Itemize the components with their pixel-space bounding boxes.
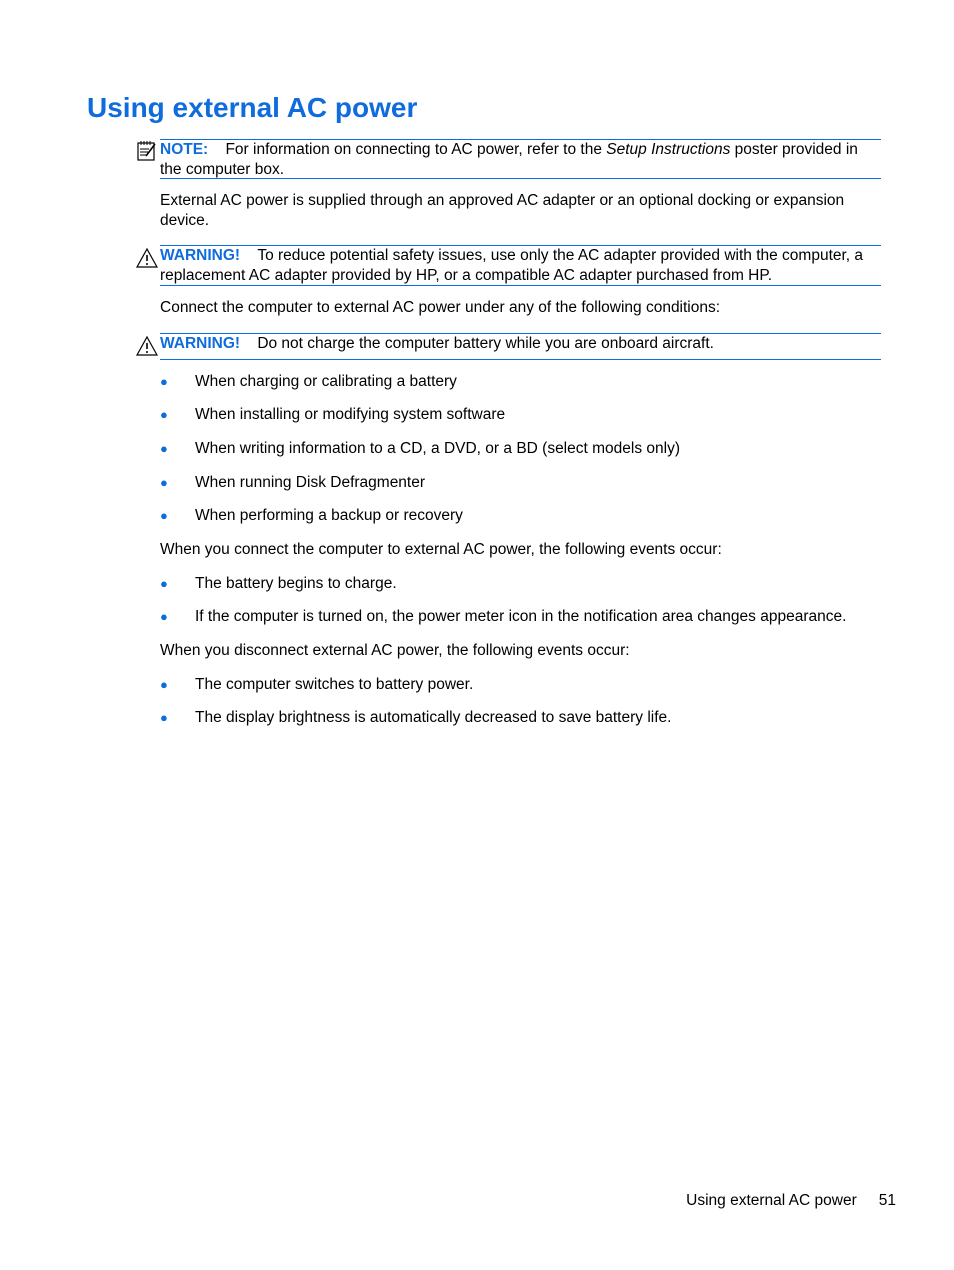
warning-2-text — [160, 334, 881, 354]
connect-intro: When you connect the computer to external AC power, the following events occur: — [160, 541, 722, 558]
bullet-dot-icon: ● — [160, 441, 168, 456]
warning-1-text — [160, 246, 881, 286]
list-item-text: The battery begins to charge. — [195, 575, 397, 592]
list-item-text: When performing a backup or recovery — [195, 507, 463, 524]
bullet-dot-icon: ● — [160, 374, 168, 389]
bullet-dot-icon: ● — [160, 475, 168, 490]
list-item-text: The computer switches to battery power. — [195, 676, 474, 693]
list-item-text: When running Disk Defragmenter — [195, 474, 426, 491]
disconnect-intro: When you disconnect external AC power, the following events occur: — [160, 642, 630, 659]
intro-paragraph: External AC power is supplied through an approved AC adapter or an optional docking or expansion device. — [160, 192, 845, 229]
warning-1-label: WARNING! — [160, 247, 241, 264]
note-pad-icon — [136, 140, 158, 162]
note-text-italic: Setup Instructions — [606, 141, 731, 158]
warning-triangle-icon — [136, 247, 158, 269]
footer-section-title: Using external AC power — [686, 1192, 857, 1209]
bullet-dot-icon: ● — [160, 576, 168, 591]
bullet-dot-icon: ● — [160, 710, 168, 725]
warning-1-body: To reduce potential safety issues, use only the AC adapter provided with the computer, a replacement AC adapter provided by HP, or a compatible AC adapter purchased from HP. — [160, 247, 864, 284]
list-item-text: The display brightness is automatically decreased to save battery life. — [195, 709, 672, 726]
warning-triangle-icon — [136, 335, 158, 357]
warning-callout-1 — [160, 245, 881, 286]
list-item-text: When installing or modifying system software — [195, 406, 506, 423]
note-label: NOTE: — [160, 141, 209, 158]
bullet-dot-icon: ● — [160, 508, 168, 523]
list-item-text: When writing information to a CD, a DVD, or a BD (select models only) — [195, 440, 680, 457]
note-text-before: For information on connecting to AC power, refer to the — [225, 141, 607, 158]
page-number: 51 — [878, 1192, 896, 1209]
conditions-intro: Connect the computer to external AC power under any of the following conditions: — [160, 299, 721, 316]
bullet-dot-icon: ● — [160, 677, 168, 692]
warning-2-label: WARNING! — [160, 335, 241, 352]
warning-callout-2 — [160, 333, 881, 360]
bullet-dot-icon: ● — [160, 407, 168, 422]
warning-2-body: Do not charge the computer battery while you are onboard aircraft. — [257, 335, 714, 352]
note-text-after: poster provided in the computer box. — [160, 141, 858, 178]
note-callout — [160, 139, 881, 179]
list-item-text: When charging or calibrating a battery — [195, 373, 457, 390]
page-title: Using external AC power — [87, 92, 418, 123]
page-footer — [686, 1191, 896, 1211]
bullet-dot-icon: ● — [160, 609, 168, 624]
note-text — [160, 140, 881, 180]
list-item-text: If the computer is turned on, the power meter icon in the notification area changes appearance. — [195, 608, 847, 625]
